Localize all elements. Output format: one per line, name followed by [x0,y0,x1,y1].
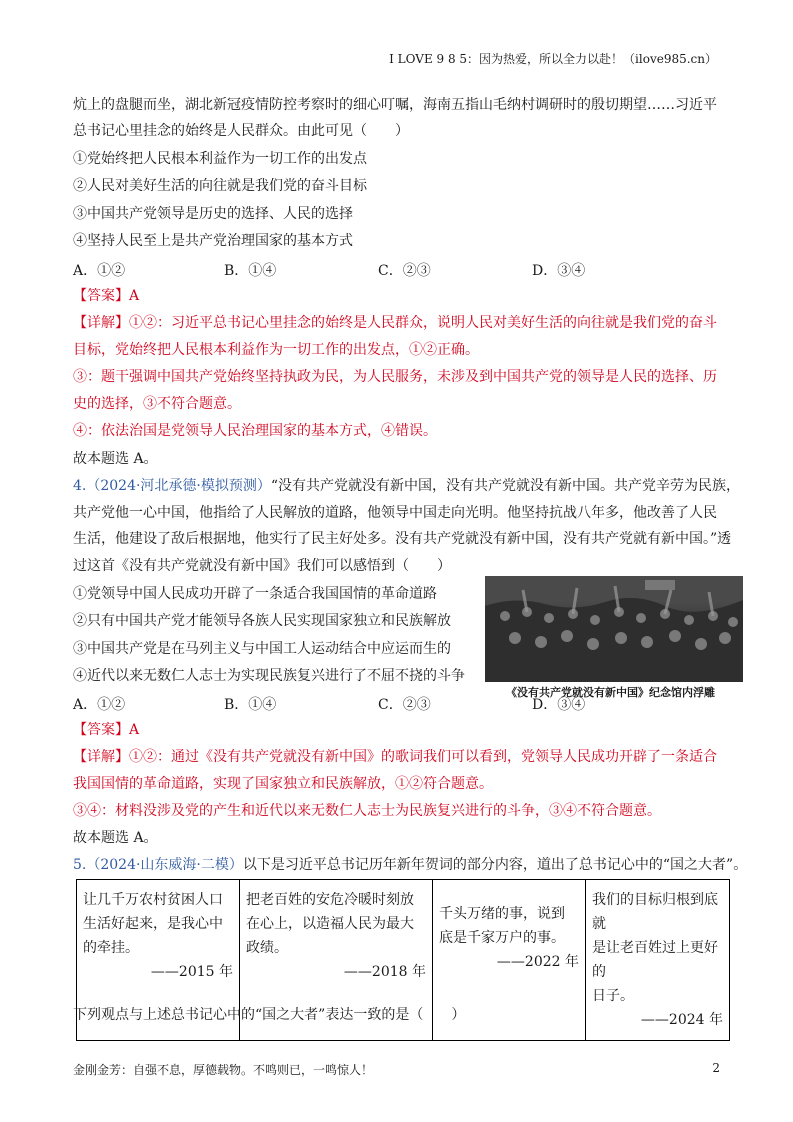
q5-question: 下列观点与上述总书记心中的“国之大者”表达一致的是（ ） [73,1007,466,1023]
cell-text: 我们的目标归根到底就 [592,892,718,932]
cell-year: ——2015 年 [150,964,233,980]
cell-text: 让几千万农村贫困人口 [83,892,223,908]
cell-year: ——2024 年 [640,1012,723,1028]
relief-sculpture-image [485,576,743,682]
q4-item-3: ③中国共产党是在马列主义与中国工人运动结合中应运而生的 [73,641,451,657]
q3-item-1: ①党始终把人民根本利益作为一切工作的出发点 [73,151,367,167]
cell-text: 日子。 [592,988,634,1004]
q3-conclusion: 故本题选 A。 [73,451,158,467]
q3-option-b: B．①④ [224,263,277,279]
cell-text: 政绩。 [246,940,288,956]
cell-text: 把老百姓的安危冷暖时刻放 [246,892,414,908]
q4-option-b: B．①④ [224,697,277,713]
page-number: 2 [712,1061,720,1075]
q4-answer: 【答案】A [73,722,140,738]
q4-stem-line4: 过这首《没有共产党就没有新中国》我们可以感悟到（ ） [73,558,451,574]
q3-detail-line2: 目标，党始终把人民根本利益作为一切工作的出发点，①②正确。 [73,342,479,358]
q4-option-d: D．③④ [532,697,586,713]
q3-detail-line5: ④：依法治国是党领导人民治理国家的基本方式，④错误。 [73,423,437,439]
q3-option-a: A．①② [73,263,126,279]
cell-text: 生活好起来，是我心中 [83,916,223,932]
q4-conclusion: 故本题选 A。 [73,830,158,846]
q4-stem-line2: 共产党他一心中国，他指给了人民解放的道路，他领导中国走向光明。他坚持抗战八年多，他改善了人民 [73,505,717,521]
q4-option-c: C．②③ [378,697,431,713]
q4-item-4: ④近代以来无数仁人志士为实现民族复兴进行了不屈不挠的斗争 [73,668,465,684]
q3-item-3: ③中国共产党领导是历史的选择、人民的选择 [73,206,353,222]
q5-stem-text: 以下是习近平总书记历年新年贺词的部分内容，道出了总书记心中的“国之大者”。 [242,857,748,873]
q4-stem-line1 [73,477,740,495]
image-caption: 《没有共产党就没有新中国》纪念馆内浮雕 [506,686,715,699]
cell-text: 的牵挂。 [83,940,139,956]
q3-stem-line2: 总书记心里挂念的始终是人民群众。由此可见（ ） [73,123,409,139]
q4-detail-line2: 我国国情的革命道路，实现了国家独立和民族解放，①②符合题意。 [73,776,493,792]
q3-stem-line1: 炕上的盘腿而坐，湖北新冠疫情防控考察时的细心叮嘱，海南五指山毛纳村调研时的殷切期望……习近平 [73,97,717,113]
q3-detail-line4: 史的选择，③不符合题意。 [73,396,241,412]
q4-item-2: ②只有中国共产党才能领导各族人民实现国家独立和民族解放 [73,613,451,629]
q4-detail-line1: 【详解】①②：通过《没有共产党就没有新中国》的歌词我们可以看到，党领导人民成功开辟了一条适合 [73,749,717,765]
q4-item-1: ①党领导中国人民成功开辟了一条适合我国国情的革命道路 [73,586,437,602]
cell-text: 在心上，以造福人民为最大 [246,916,414,932]
table-cell-2024 [586,880,730,1041]
q4-stem-text: “没有共产党就没有新中国，没有共产党就没有新中国。共产党辛劳为民族， [270,478,741,494]
cell-text: 底是千家万户的事。 [439,930,565,946]
q4-stem-line3: 生活，他建设了敌后根据地，他实行了民主好处多。没有共产党就没有新中国，没有共产党就有新中国。”透 [73,531,732,547]
cell-text: 千头万绪的事，说到 [439,906,565,922]
q5-stem [73,856,747,874]
q3-item-2: ②人民对美好生活的向往就是我们党的奋斗目标 [73,178,367,194]
q3-item-4: ④坚持人民至上是共产党治理国家的基本方式 [73,233,353,249]
cell-year: ——2018 年 [343,964,426,980]
q4-detail-line3: ③④：材料没涉及党的产生和近代以来无数仁人志士为民族复兴进行的斗争，③④不符合题意。 [73,803,661,819]
q4-source: 4.（2024·河北承德·模拟预测） [73,478,271,494]
cell-year: ——2022 年 [496,954,579,970]
q3-option-d: D．③④ [532,263,586,279]
q3-option-c: C．②③ [378,263,431,279]
q5-source: 5.（2024·山东威海·二模） [73,857,243,873]
page-header: I LOVE 9 8 5：因为热爱，所以全力以赴！（ilove985.cn） [389,52,717,66]
page-footer: 金刚金芳：自强不息，厚德载物。不鸣则已，一鸣惊人！ [73,1063,374,1077]
q4-option-a: A．①② [73,697,126,713]
cell-text: 是让老百姓过上更好的 [592,940,718,980]
q3-detail-line3: ③：题干强调中国共产党始终坚持执政为民，为人民服务，未涉及到中国共产党的领导是人民的选择、历 [73,369,717,385]
q3-detail-line1: 【详解】①②：习近平总书记心里挂念的始终是人民群众，说明人民对美好生活的向往就是我们党的奋斗 [73,315,717,331]
q3-answer: 【答案】A [73,288,140,304]
